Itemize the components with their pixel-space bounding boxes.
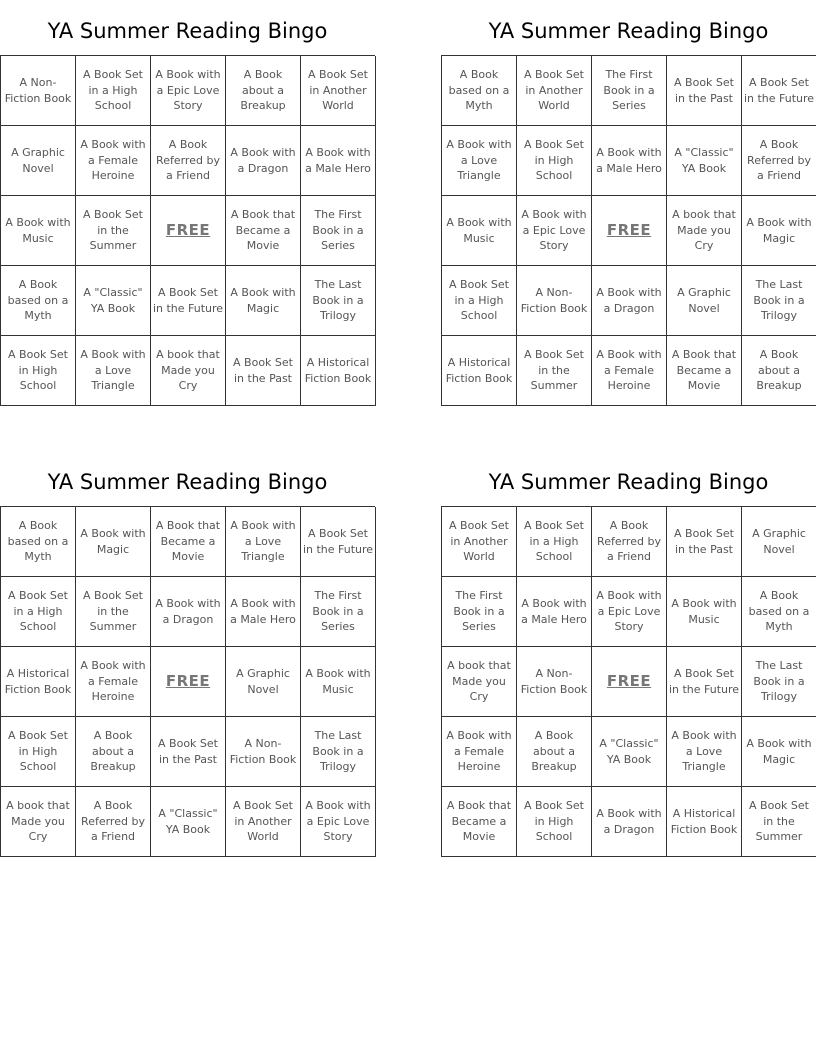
bingo-cell: A Book with a Dragon — [592, 787, 667, 857]
bingo-cell: The Last Book in a Trilogy — [742, 266, 816, 336]
bingo-cell: A Book Set in Another World — [517, 56, 592, 126]
bingo-cell: A Book with a Love Triangle — [667, 717, 742, 787]
bingo-cell: A Book about a Breakup — [226, 56, 301, 126]
bingo-cell: A Book based on a Myth — [742, 577, 816, 647]
bingo-cell: A Book Set in Another World — [301, 56, 376, 126]
bingo-cell: A Book Referred by a Friend — [76, 787, 151, 857]
bingo-cell: A Book with a Male Hero — [517, 577, 592, 647]
bingo-cell: A Book with a Male Hero — [226, 577, 301, 647]
bingo-cell: A Book with a Epic Love Story — [517, 196, 592, 266]
bingo-grid — [0, 55, 375, 406]
bingo-cell: A Book Referred by a Friend — [742, 126, 816, 196]
bingo-cell: A Historical Fiction Book — [442, 336, 517, 406]
free-space: FREE — [151, 196, 226, 266]
bingo-cell: A Non-Fiction Book — [1, 56, 76, 126]
bingo-cell: A Book with a Dragon — [151, 577, 226, 647]
bingo-cell: A Book with Magic — [742, 717, 816, 787]
bingo-cell: A Book Set in High School — [1, 336, 76, 406]
bingo-cell: A Book about a Breakup — [517, 717, 592, 787]
free-space: FREE — [151, 647, 226, 717]
bingo-cell: A Book Set in the Future — [742, 56, 816, 126]
bingo-cell: A Book Set in a High School — [76, 56, 151, 126]
bingo-cell: A Historical Fiction Book — [1, 647, 76, 717]
bingo-cell: The Last Book in a Trilogy — [742, 647, 816, 717]
bingo-cell: A Book Set in the Past — [667, 56, 742, 126]
bingo-cell: A Book Set in a High School — [442, 266, 517, 336]
bingo-cell: A Book with Magic — [226, 266, 301, 336]
bingo-cell: A Book Set in Another World — [442, 507, 517, 577]
bingo-cell: A Book Set in the Past — [667, 507, 742, 577]
bingo-cell: A Book Set in High School — [517, 126, 592, 196]
bingo-cell: A Book that Became a Movie — [442, 787, 517, 857]
bingo-cell: A Book with a Epic Love Story — [301, 787, 376, 857]
bingo-cell: A Book with a Epic Love Story — [592, 577, 667, 647]
bingo-cell: A Book based on a Myth — [442, 56, 517, 126]
bingo-card-1 — [0, 16, 375, 393]
bingo-cell: A Book that Became a Movie — [226, 196, 301, 266]
bingo-cell: A Book with a Love Triangle — [76, 336, 151, 406]
bingo-cell: The First Book in a Series — [301, 577, 376, 647]
bingo-cell: A Historical Fiction Book — [667, 787, 742, 857]
bingo-cell: A Book Set in the Summer — [76, 196, 151, 266]
bingo-cell: A Book with a Epic Love Story — [151, 56, 226, 126]
bingo-cell: A Non-Fiction Book — [517, 266, 592, 336]
bingo-cell: A Book with Music — [1, 196, 76, 266]
bingo-cell: A Book that Became a Movie — [151, 507, 226, 577]
bingo-cell: A Book with a Dragon — [226, 126, 301, 196]
bingo-cell: A Graphic Novel — [667, 266, 742, 336]
bingo-cell: The First Book in a Series — [301, 196, 376, 266]
bingo-cell: A Book Set in High School — [1, 717, 76, 787]
bingo-cell: A Book with Magic — [742, 196, 816, 266]
bingo-cell: A Book Set in the Summer — [517, 336, 592, 406]
bingo-card-4 — [441, 467, 816, 844]
bingo-cell: A Book Set in Another World — [226, 787, 301, 857]
bingo-cell: A Book with a Female Heroine — [76, 126, 151, 196]
card-title: YA Summer Reading Bingo — [47, 470, 328, 494]
bingo-cell: A book that Made you Cry — [442, 647, 517, 717]
bingo-cell: A Book based on a Myth — [1, 507, 76, 577]
bingo-cell: The Last Book in a Trilogy — [301, 717, 376, 787]
bingo-cell: A Book with a Female Heroine — [592, 336, 667, 406]
bingo-cell: A Graphic Novel — [226, 647, 301, 717]
bingo-cell: A Book Set in the Summer — [742, 787, 816, 857]
bingo-cell: A Book about a Breakup — [76, 717, 151, 787]
bingo-grid — [441, 55, 816, 406]
bingo-cell: A Historical Fiction Book — [301, 336, 376, 406]
bingo-cell: A Book based on a Myth — [1, 266, 76, 336]
bingo-cell: A Book with a Dragon — [592, 266, 667, 336]
bingo-cell: A book that Made you Cry — [1, 787, 76, 857]
bingo-cell: A Non-Fiction Book — [517, 647, 592, 717]
bingo-cell: A "Classic" YA Book — [667, 126, 742, 196]
bingo-cell: A Book about a Breakup — [742, 336, 816, 406]
bingo-cell: A "Classic" YA Book — [151, 787, 226, 857]
bingo-cell: A Book that Became a Movie — [667, 336, 742, 406]
bingo-cell: A Book Set in the Past — [226, 336, 301, 406]
bingo-cell: A Book Set in a High School — [1, 577, 76, 647]
bingo-cell: A Book with Music — [301, 647, 376, 717]
bingo-cell: A Book Referred by a Friend — [592, 507, 667, 577]
bingo-grid — [0, 506, 375, 857]
free-space: FREE — [592, 196, 667, 266]
bingo-cell: A Graphic Novel — [1, 126, 76, 196]
bingo-cell: A Book with a Female Heroine — [76, 647, 151, 717]
bingo-cell: A Book with Music — [442, 196, 517, 266]
bingo-cell: A Book with a Love Triangle — [442, 126, 517, 196]
bingo-cell: A Non-Fiction Book — [226, 717, 301, 787]
bingo-cell: A book that Made you Cry — [151, 336, 226, 406]
bingo-cell: A "Classic" YA Book — [76, 266, 151, 336]
bingo-cell: The First Book in a Series — [442, 577, 517, 647]
free-space: FREE — [592, 647, 667, 717]
bingo-cell: A Book Set in a High School — [517, 507, 592, 577]
bingo-cell: A Book Set in the Future — [151, 266, 226, 336]
card-title: YA Summer Reading Bingo — [47, 19, 328, 43]
bingo-cell: A Book Set in the Future — [301, 507, 376, 577]
bingo-cell: A Book Set in the Summer — [76, 577, 151, 647]
card-title: YA Summer Reading Bingo — [488, 19, 769, 43]
bingo-cell: The First Book in a Series — [592, 56, 667, 126]
bingo-cell: A Book Referred by a Friend — [151, 126, 226, 196]
bingo-cell: A Graphic Novel — [742, 507, 816, 577]
bingo-cell: A Book Set in the Past — [151, 717, 226, 787]
bingo-cell: A Book with Music — [667, 577, 742, 647]
bingo-card-3 — [0, 467, 375, 844]
bingo-cell: A Book with a Female Heroine — [442, 717, 517, 787]
bingo-cell: A Book with Magic — [76, 507, 151, 577]
bingo-cell: A Book with a Male Hero — [592, 126, 667, 196]
bingo-cell: A Book Set in High School — [517, 787, 592, 857]
card-title: YA Summer Reading Bingo — [488, 470, 769, 494]
bingo-cell: A Book with a Male Hero — [301, 126, 376, 196]
bingo-cell: A "Classic" YA Book — [592, 717, 667, 787]
bingo-cell: A Book with a Love Triangle — [226, 507, 301, 577]
bingo-cell: The Last Book in a Trilogy — [301, 266, 376, 336]
bingo-card-2 — [441, 16, 816, 393]
bingo-cell: A book that Made you Cry — [667, 196, 742, 266]
bingo-cell: A Book Set in the Future — [667, 647, 742, 717]
bingo-grid — [441, 506, 816, 857]
